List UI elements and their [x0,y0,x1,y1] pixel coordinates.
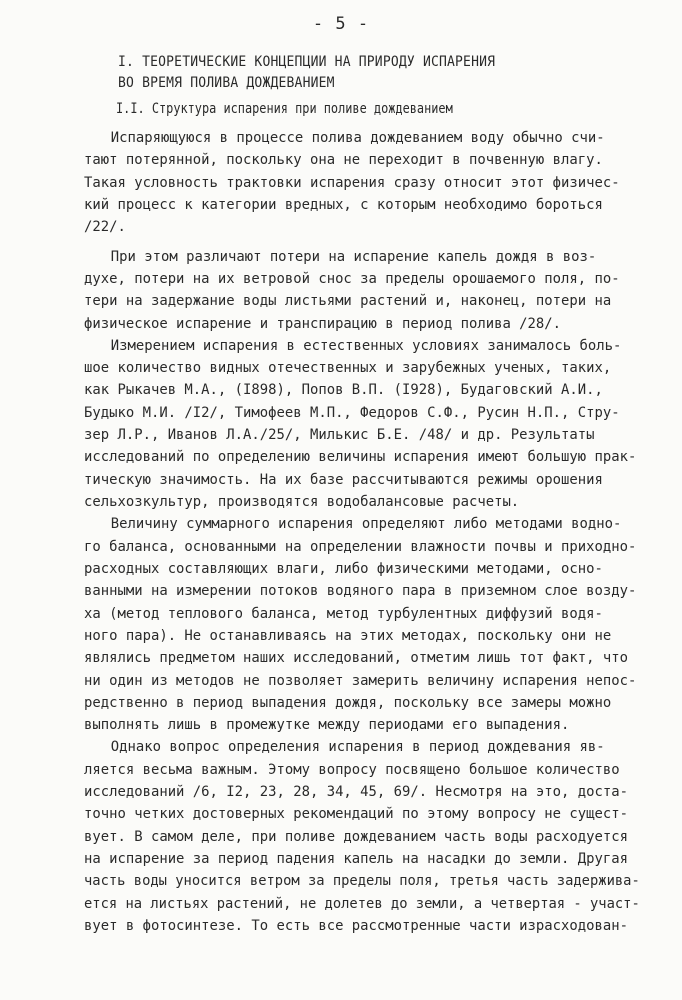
text-line: тери на задержание воды листьями растений и, наконец, потери на [84,293,612,310]
text-line: точно четких достоверных рекомендаций по этому вопросу не сущест- [84,806,628,823]
text-line: ного пара). Не останавливаясь на этих методах, поскольку они не [84,627,612,644]
page-number: - 5 - [312,14,370,34]
text-line: вует в фотосинтезе. То есть все рассмотренные части израсходован- [84,917,628,934]
text-line: как Рыкачев М.А., (I898), Попов В.П. (I928), Будаговский А.И., [84,382,603,399]
text-line: кий процесс к категории вредных, с которым необходимо бороться [84,196,603,213]
text-line: ванными на измерении потоков водяного пара в приземном слое возду- [84,583,637,600]
text-line: на испарение за период падения капель на насадки до земли. Другая [84,851,628,867]
text-line: выполнять лишь в промежутке между периодами его выпадения. [84,717,570,734]
paragraph-3 [84,335,644,514]
text-line: зер Л.Р., Иванов Л.А./25/, Милькис Б.Е. /48/ и др. Результаты [84,427,595,444]
text-line: Будыко М.И. /I2/, Тимофеев М.П., Федоров С.Ф., Русин Н.П., Стру- [84,404,620,421]
text-line: При этом различают потери на испарение капель дождя в воз- [110,248,597,265]
text-line: Испаряющуюся в процессе полива дождеванием воду обычно счи- [110,130,605,146]
text-line: го баланса, основанными на определении влажности почвы и приходно- [84,538,637,555]
text-line: ляется весьма важным. Этому вопросу посвящено большое количество [84,761,620,778]
text-line: шое количество видных отечественных и зарубежных ученых, таких, [84,360,612,377]
text-line: тают потерянной, поскольку она не переходит в почвенную влагу. [84,152,603,169]
text-line: ется на листьях растений, не долетев до земли, а четвертая - участ- [84,895,640,912]
text-line: тическую значимость. На их базе рассчитываются режимы орошения [84,471,603,488]
text-line: /22/. [84,219,126,236]
text-line: духе, потери на их ветровой снос за пределы орошаемого поля, по- [84,270,620,287]
paragraph-1 [84,127,644,239]
text-line: Измерением испарения в естественных условиях занималось боль- [110,337,622,354]
chapter-title-line-1: I. ТЕОРЕТИЧЕСКИЕ КОНЦЕПЦИИ НА ПРИРОДУ ИСПАРЕНИЯ [118,54,496,70]
text-line: редственно в период выпадения дождя, поскольку все замеры можно [84,694,612,711]
chapter-title [118,52,638,94]
text-line: Однако вопрос определения испарения в период дождевания яв- [110,739,605,756]
text-line: расходных составляющих влаги, либо физическими методами, осно- [84,560,603,577]
paragraph-5 [84,736,644,937]
chapter-title-line-2: ВО ВРЕМЯ ПОЛИВА ДОЖДЕВАНИЕМ [118,75,335,91]
text-line: вует. В самом деле, при поливе дождеванием часть воды расходуется [84,828,628,845]
text-line: сельхозкультур, производятся водобалансовые расчеты. [84,494,520,510]
text-line: исследований /6, I2, 23, 28, 34, 45, 69/. Несмотря на это, доста- [84,784,628,801]
section-title: I.I. Структура испарения при поливе дождеванием [116,101,453,117]
text-line: часть воды уносится ветром за пределы поля, третья часть задержива- [84,873,640,890]
text-line: являлись предметом наших исследований, отметим лишь тот факт, что [84,650,628,667]
text-line: ха (метод теплового баланса, метод турбулентных диффузий водя- [84,605,603,622]
paragraph-2 [84,246,644,335]
text-line: исследований по определению величины испарения имеют большую прак- [84,449,637,466]
text-line: ни один из методов не позволяет замерить величину испарения непос- [84,672,637,689]
text-line: Такая условность трактовки испарения сразу относит этот физичес- [84,174,620,191]
paragraph-4 [84,513,644,736]
text-line: Величину суммарного испарения определяют либо методами водно- [110,516,622,533]
body-text [84,127,644,937]
text-line: физическое испарение и транспирацию в период полива /28/. [84,315,562,332]
